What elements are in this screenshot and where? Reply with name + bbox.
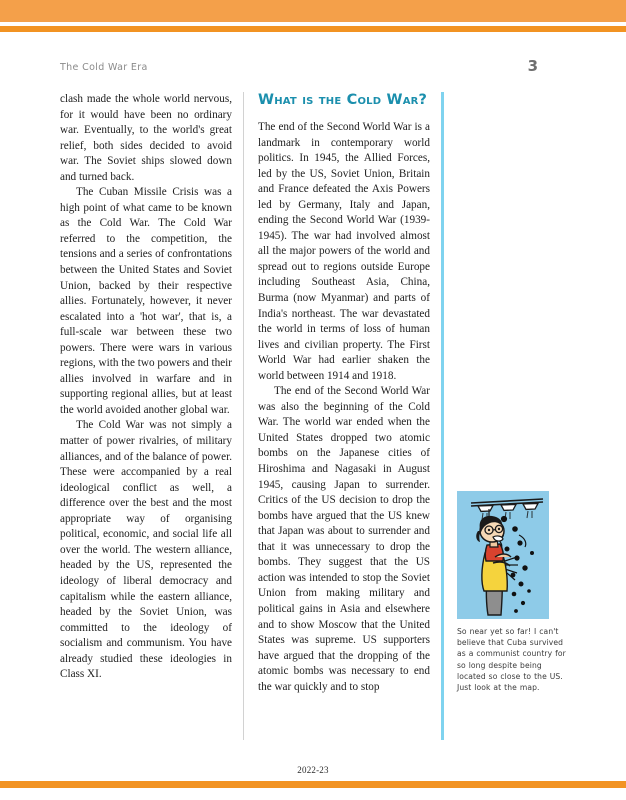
running-head: The Cold War Era [60, 62, 148, 73]
bottom-orange-band [0, 781, 626, 788]
column-divider-blue [441, 92, 444, 740]
page-number: 3 [527, 57, 538, 75]
sidebar-illustration-block [457, 491, 577, 693]
top-orange-band-thick [0, 0, 626, 22]
right-text-column [258, 92, 430, 695]
section-heading: What is the Cold War? [258, 92, 428, 108]
cartoon-person-in-shower-illustration [457, 491, 549, 619]
paragraph: The Cold War was not simply a matter of power rivalries, of military alliances, and of the balance of power. These were accompanied by a real ideological conflict as well, a difference over the best and the most appropriate way of organising political, economic, and social life all over the world. The western alliance, headed by the US, represented the ideology of liberal democracy and capitalism while the eastern alliance, headed by the Soviet Union, was committed to the ideology of socialism and communism. You have already studied these ideologies in Class XI. [60, 419, 232, 681]
paragraph: The end of the Second World War was also the beginning of the Cold War. The world war ended when the United States dropped two atomic bombs on the Japanese cities of Hiroshima and Nagasaki in August 1945, causing Japan to surrender. Critics of the US decision to drop the bombs have argued that the US knew that Japan was about to surrender and that it was unnecessary to drop the bombs. They suggest that the US action was intended to stop the Soviet Union from making military and political gains in Asia and elsewhere and to show Moscow that the United States was supreme. US supporters have argued that the dropping of the atomic bombs was necessary to end the war quickly and to stop [258, 385, 430, 693]
illustration-caption: So near yet so far! I can't believe that Cuba survived as a communist country for so long despite being located so close to the US. Just look at the map. [457, 627, 566, 693]
left-text-column [60, 92, 232, 683]
footer-year: 2022-23 [297, 765, 329, 775]
column-divider-gray [243, 92, 244, 740]
top-orange-band-thin [0, 26, 626, 32]
paragraph: clash made the whole world nervous, for it would have been no ordinary war. Eventually, to the world's great relief, both sides decided to avoid war. The Soviet ships slowed down and turned back. [60, 93, 232, 183]
paragraph: The Cuban Missile Crisis was a high point of what came to be known as the Cold War. The Cold War referred to the competition, the tensions and a series of confrontations between the United States and Soviet Union, backed by their respective allies. Fortunately, however, it never escalated into a 'hot war', that is, a full-scale war between these two powers. There were wars in various regions, with the two powers and their allies involved in warfare and in supporting regional allies, but at least the world avoided another global war. [60, 186, 232, 416]
paragraph: The end of the Second World War is a landmark in contemporary world politics. In 1945, the Allied Forces, led by the US, Soviet Union, Britain and France defeated the Axis Powers led by Germany, Italy and Japan, ending the Second World War (1939-1945). The war had involved almost all the major powers of the world and spread out to regions outside Europe including Southeast Asia, China, Burma (now Myanmar) and parts of India's northeast. The war devastated the world in terms of loss of human lives and civilian property. The First World War had earlier shaken the world between 1914 and 1918. [258, 121, 430, 382]
